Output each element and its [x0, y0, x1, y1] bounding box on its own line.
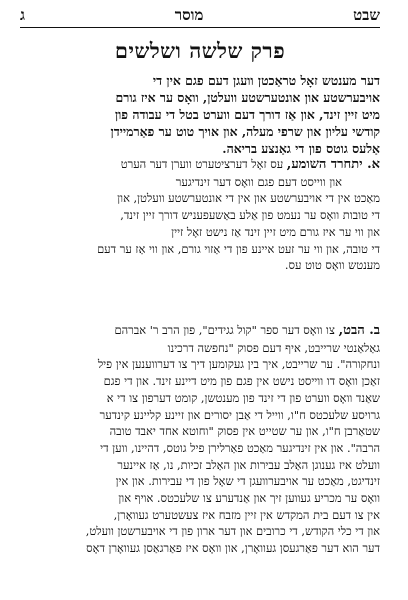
- intro-line: מיט זיין זינד, און אַז דורך דעם ווערט בטל די עבודה פון: [114, 107, 380, 122]
- chapter-intro: [20, 72, 380, 157]
- section-a-line: מענטש וואָס טוט עס.: [284, 258, 380, 273]
- section-b: [20, 322, 380, 557]
- section-b-line: דער הוא דער פאַרגעסן געוואָרן, און וואָס איז פאַרגאַסן געוואָרן דאָס: [86, 541, 380, 556]
- section-a: [20, 156, 380, 274]
- section-b-line: וואָס ער מכריע געווען זיך און אַנדערע צו שלעכטס. אויף און: [118, 491, 380, 506]
- section-b-line: גאַלאַנטי שרייבט, איף דעם פסוק "נחפשה דרכינו: [167, 340, 380, 355]
- section-a-line: מאַכט אין די אויבערשטע און אין די אונטערשטע וועלטן, און: [117, 191, 380, 206]
- section-b-line: זאַכן וואָס דו ווייסט נישט אין פגם פון מיט דיינע זינד. און די פגם: [103, 374, 380, 389]
- section-b-lead: ב. הבט,: [338, 323, 380, 338]
- section-b-line: ונחקורה". ער שרייבט, איך בין געקומען דיך צו דערווענען אין פיל: [97, 357, 380, 372]
- section-a-line: די טובה, און ווי ער זעט איינע פון די אַזוי גורם, און ווי אַז ער דעם: [97, 241, 380, 256]
- section-b-line: הרבה". און אין זינדיגער מאַכט פאַרלירן פיל גוטס, דהיינו, ווען די: [100, 440, 380, 455]
- section-b-first-line: [20, 322, 380, 340]
- section-b-line: און די כלי הקודש, די כרובים און דער ארון פון די אויבערשטן וועלט,: [85, 524, 380, 539]
- intro-line: אויבערשטע און אונטערשטע וועלטן, וואָס ער איז גורם: [115, 90, 380, 105]
- section-a-line: און ווי ער איז גורם מיט זיין זינד אַז נישט זאָל זיין: [171, 224, 380, 239]
- section-b-line: שטאַרבן ח"ו, און ער שטייט אין פסוק "וחוטא אחד יאבד טובה: [109, 424, 380, 439]
- section-a-line: און ווייסט דעם פגם וואָס דער זינדיגער: [175, 174, 342, 189]
- section-b-line: זינדיגט, מאַכט ער אויבערוועגן די שאָל פון די עבירות. און אין: [115, 474, 380, 489]
- section-b-line: וועלט איז גענוגן האַלב עבירות און האַלב זכיות, נו, אַז איינער: [117, 457, 380, 472]
- section-b-line: גרויסע שלעכטס ח"ו, ווייל די אַבן יסורים און זיינע קליינע קינדער: [99, 407, 380, 422]
- section-a-line: עס זאָל דערציטערט ווערן דער הערט: [120, 157, 284, 171]
- intro-line: דער מענטש זאָל טראַכטן וועגן דעם פגם אין די: [152, 73, 380, 88]
- section-b-line: צו וואָס דער ספר "קול גגידים", פון הרב ר' אברהם: [114, 323, 335, 337]
- section-a-line: די טובות וואָס ער נעמט פון אַלע באַשעפעניש דורך זיין זינד,: [120, 208, 380, 223]
- section-a-lead: א. יתחרד השומע,: [286, 157, 380, 172]
- running-head-right: שבט: [353, 5, 380, 24]
- section-b-line: שאַנד וואָס ווערט פון די זינד פון מענטשן, קומט דערפון צו די א: [106, 390, 380, 405]
- section-b-line: אין צו דעם בית המקדש אין זיין מזבח איז צעשטערט געוואָרן,: [113, 507, 380, 522]
- running-head-title: מוסר: [174, 5, 204, 24]
- running-head: [20, 4, 380, 26]
- intro-line: קודשי עליון און שרפי מעלה, און אויך טוט ער פאַרמיידן: [110, 124, 380, 139]
- header-rule: [20, 27, 380, 28]
- section-a-first-line: [20, 156, 380, 174]
- intro-line: אַלעס גוטס פון די גאַנצע בריאה.: [222, 141, 380, 156]
- chapter-title: פרק שלשה ושלשים: [114, 38, 286, 63]
- page-number: ג: [20, 5, 25, 24]
